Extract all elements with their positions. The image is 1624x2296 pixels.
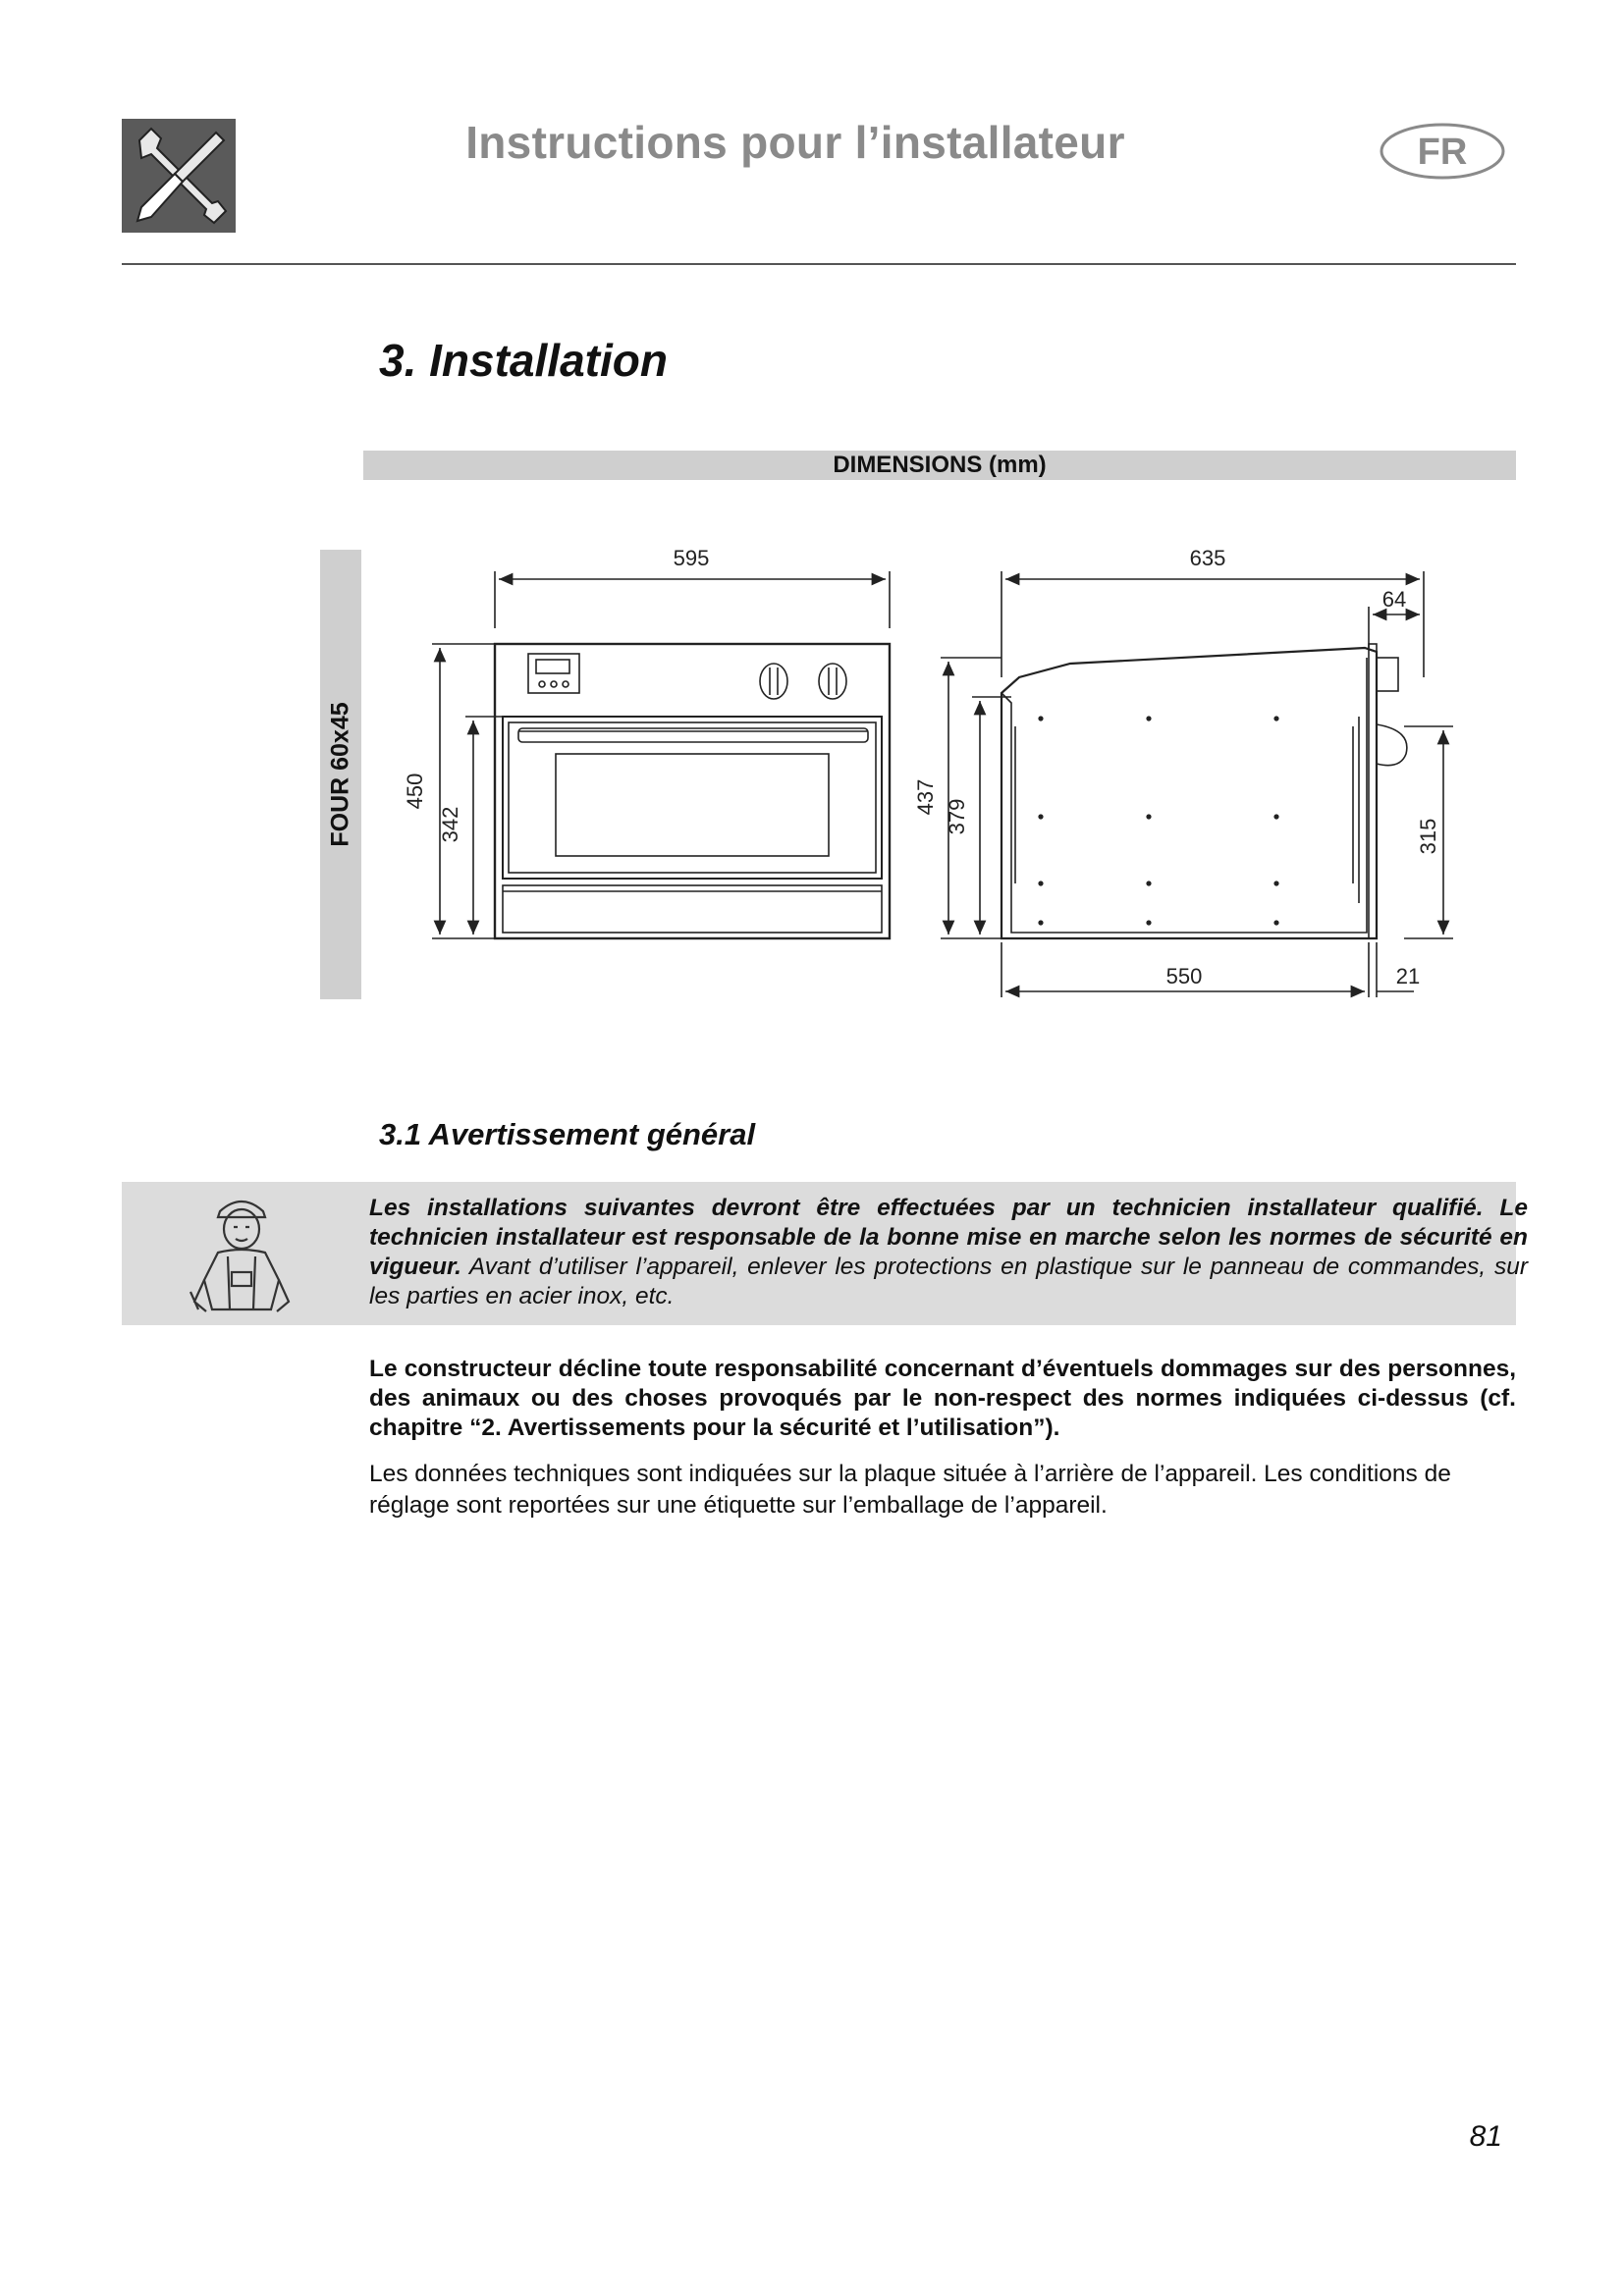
dimensions-bar-label: DIMENSIONS (mm) (833, 452, 1047, 478)
oven-model-label-text: FOUR 60x45 (326, 702, 354, 847)
dim-side-depth-total: 635 (1189, 546, 1226, 570)
warning-text-italic: Avant d’utiliser l’appareil, enlever les protections en plastique sur le panneau de commandes, sur les parties en acier inox, etc. (369, 1254, 1528, 1309)
oven-model-label (320, 550, 361, 999)
header-title: Instructions pour l’installateur (465, 117, 1125, 168)
dim-side-panel-offset: 64 (1381, 587, 1407, 612)
header-divider (122, 263, 1516, 265)
dimension-drawing (363, 530, 1516, 1011)
warning-text (369, 1194, 1528, 1311)
dim-front-height-total: 450 (403, 773, 427, 810)
dim-side-height-total: 437 (913, 778, 938, 816)
oven-dimension-diagram (363, 530, 1516, 1016)
dim-front-height-inner: 342 (438, 806, 462, 843)
language-badge-label: FR (1417, 132, 1468, 173)
language-badge (1379, 122, 1506, 181)
disclaimer-paragraph: Le constructeur décline toute responsabilité concernant d’éventuels dommages sur des personnes, des animaux ou des choses provoqués par le non-respect des normes indiquées ci-dessus (cf. chapitre “2. Avertissements pour la sécurité et l’utilisation”). (369, 1356, 1516, 1441)
side-view (941, 571, 1453, 997)
tools-icon (122, 119, 236, 233)
dimensions-bar (363, 451, 1516, 480)
section-title: 3. Installation (379, 335, 668, 386)
dim-side-height-inner: 379 (945, 798, 969, 835)
dim-side-depth-body: 550 (1165, 964, 1203, 988)
page-number: 81 (1469, 2120, 1502, 2153)
dim-side-front-thickness: 21 (1395, 964, 1421, 988)
technician-icon (122, 1182, 359, 1325)
dim-side-recess-height: 315 (1416, 818, 1440, 855)
warning-text-bold: Les installations suivantes devront être effectuées par un technicien installateur qualifié. Le technicien installateur est responsable de la bonne mise en marche selon les normes de sécurité en vigueur. (369, 1195, 1528, 1280)
subsection-title: 3.1 Avertissement général (379, 1117, 756, 1151)
front-view (432, 571, 890, 938)
technical-data-paragraph: Les données techniques sont indiquées sur la plaque située à l’arrière de l’appareil. Les conditions de réglage sont reportées sur une étiquette sur l’emballage de l’appareil. (369, 1461, 1451, 1519)
dim-front-width: 595 (673, 546, 710, 570)
